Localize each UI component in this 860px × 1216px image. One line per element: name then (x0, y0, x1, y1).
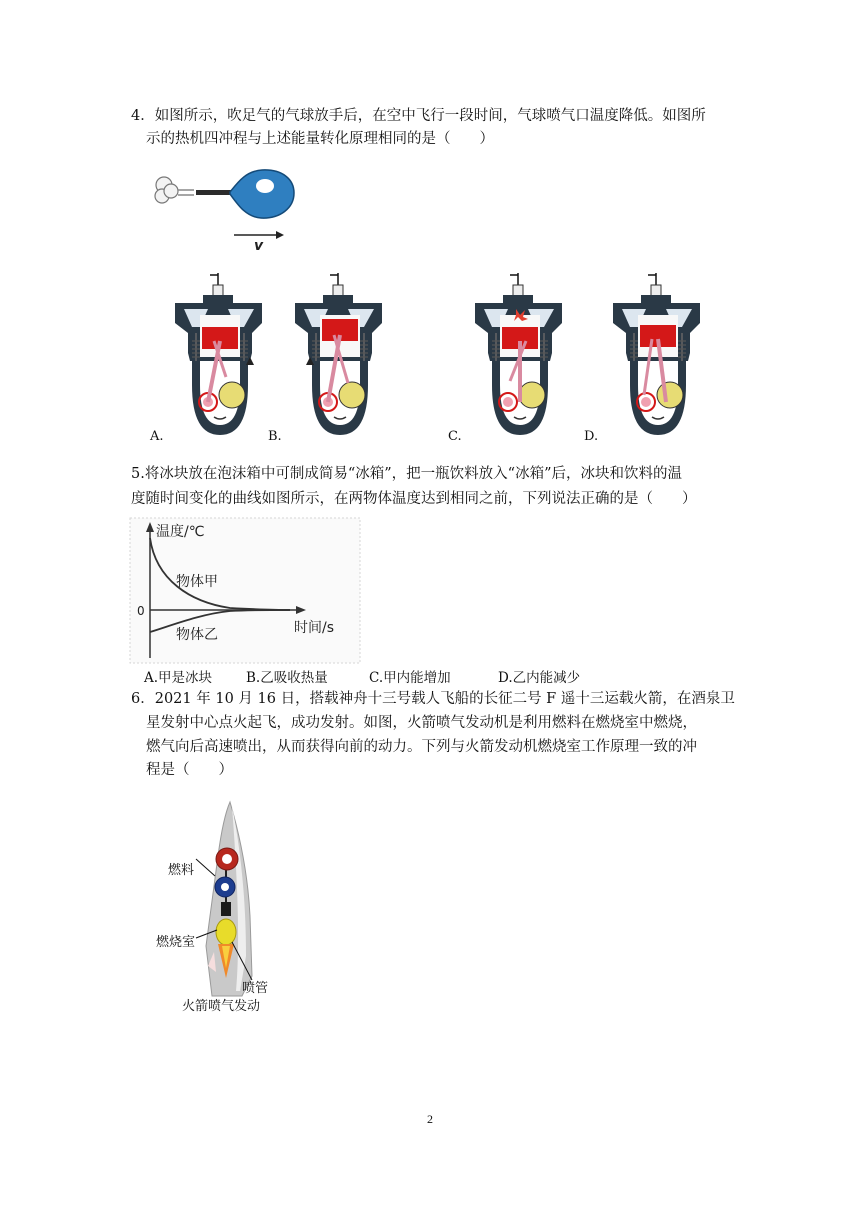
balloon-figure (150, 160, 300, 255)
label-combustion-chamber: 燃烧室 (156, 935, 196, 950)
rocket-engine-figure (156, 796, 290, 1016)
engine-diagrams (140, 265, 730, 445)
q5-option-a[interactable]: A.甲是冰块 (144, 670, 213, 686)
q5-text-line1: 5.将冰块放在泡沫箱中可制成简易“冰箱”，把一瓶饮料放入“冰箱”后，冰块和饮料的温 (131, 466, 682, 482)
engine-c (475, 273, 562, 435)
q4-option-a[interactable]: A. (150, 429, 164, 444)
chart-ylabel: 温度/℃ (156, 524, 205, 540)
chart-origin: 0 (137, 604, 145, 618)
q4-option-b[interactable]: B. (268, 429, 282, 444)
balloon-body-icon (230, 170, 294, 218)
page-number: 2 (427, 1112, 433, 1126)
engine-b (295, 273, 382, 435)
q6-text-line1: 6．2021 年 10 月 16 日，搭载神舟十三号载人飞船的长征二号 F 遥十三运载火箭，在酒泉卫 (131, 691, 735, 707)
label-fuel: 燃料 (168, 863, 195, 878)
q5-option-d[interactable]: D.乙内能减少 (498, 670, 581, 686)
label-nozzle: 喷管 (242, 981, 269, 996)
label-caption: 火箭喷气发动 (182, 999, 261, 1014)
temperature-time-chart (130, 518, 360, 663)
q6-text-line3: 燃气向后高速喷出，从而获得向前的动力。下列与火箭发动机燃烧室工作原理一致的冲 (146, 739, 697, 755)
q5-option-b[interactable]: B.乙吸收热量 (246, 670, 328, 686)
curve-label-yi: 物体乙 (176, 627, 218, 643)
curve-label-jia: 物体甲 (176, 574, 218, 590)
velocity-label: v (254, 238, 264, 254)
engine-d (613, 273, 700, 435)
velocity-arrowhead (276, 231, 284, 239)
q6-text-line2: 星发射中心点火起飞，成功发射。如图，火箭喷气发动机是利用燃料在燃烧室中燃烧， (146, 715, 697, 731)
air-stream-lines (178, 190, 194, 195)
q6-text-line4: 程是（ ） (146, 762, 233, 778)
q5-option-c[interactable]: C.甲内能增加 (369, 670, 451, 686)
q4-text-line2: 示的热机四冲程与上述能量转化原理相同的是（ ） (146, 131, 494, 147)
balloon-nozzle (196, 190, 232, 195)
chart-xlabel: 时间/s (294, 620, 335, 636)
q5-text-line2: 度随时间变化的曲线如图所示，在两物体温度达到相同之前，下列说法正确的是（ ） (131, 491, 697, 507)
q4-text-line1: 4．如图所示，吹足气的气球放手后，在空中飞行一段时间，气球喷气口温度降低。如图所 (131, 108, 706, 124)
combustion-chamber-icon (216, 919, 236, 945)
leader-fuel (196, 859, 215, 876)
balloon-highlight (256, 179, 274, 193)
exhaust-puff-icon (155, 177, 178, 203)
q4-option-d[interactable]: D. (584, 429, 599, 444)
q4-option-c[interactable]: C. (448, 429, 462, 444)
engine-a (175, 273, 262, 435)
